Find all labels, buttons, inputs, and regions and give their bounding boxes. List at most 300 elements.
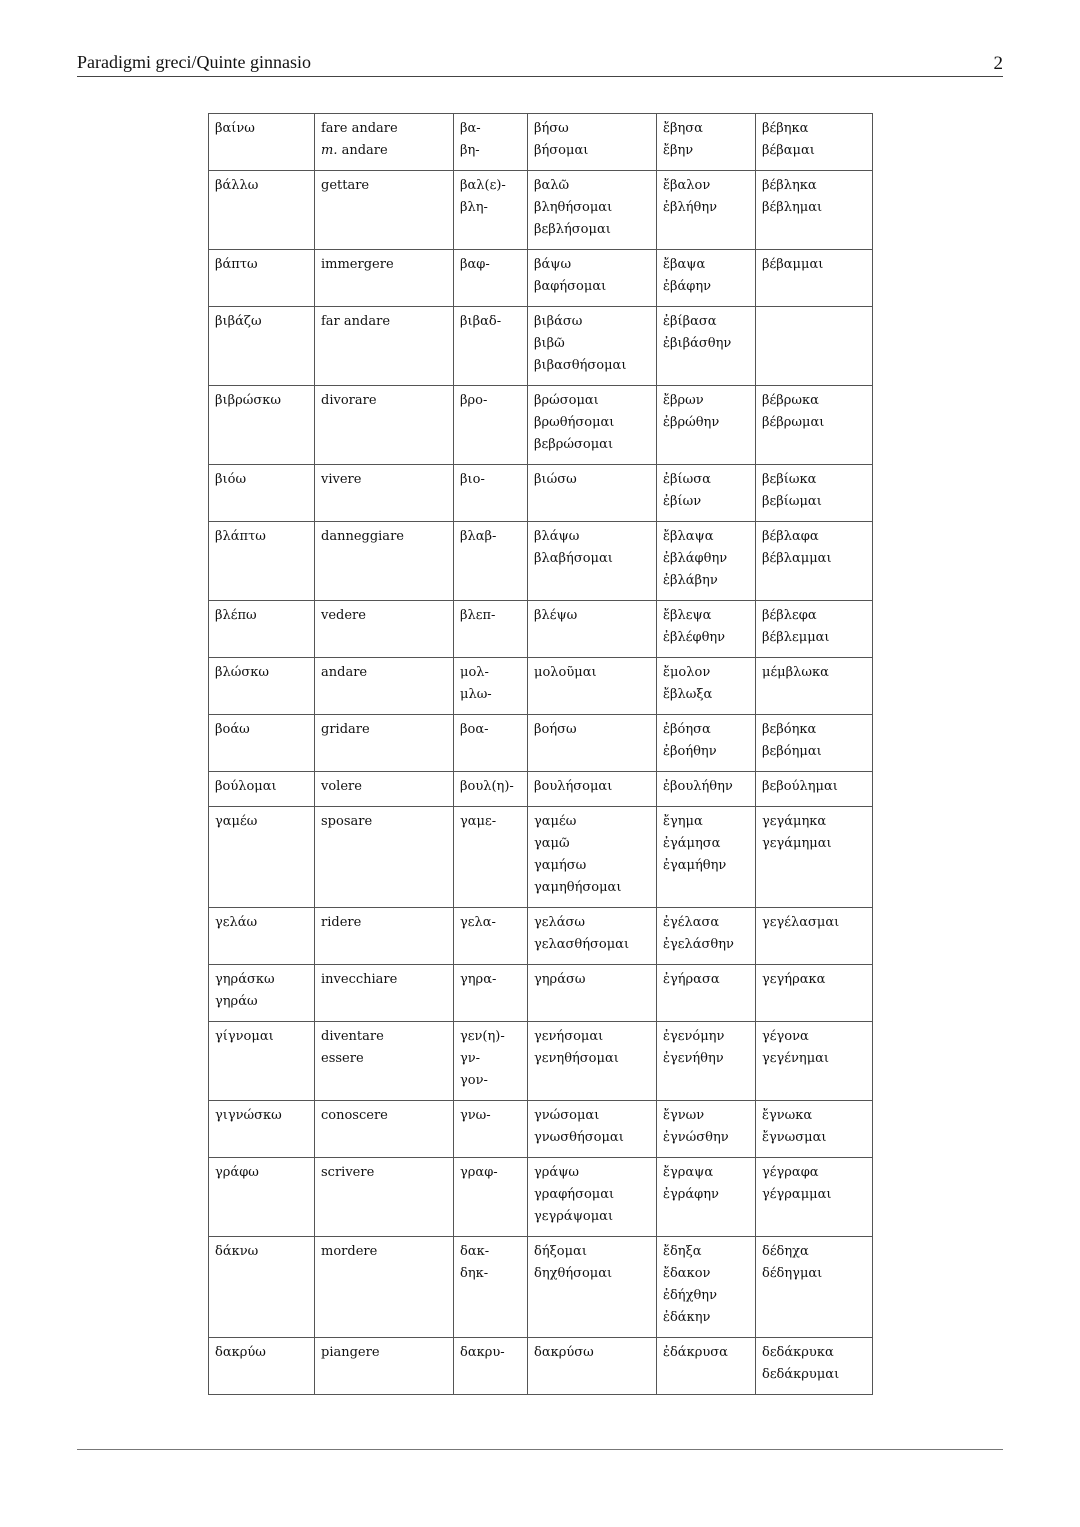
cell-aorist: [657, 522, 756, 601]
cell-root: [454, 1338, 528, 1395]
cell-verb: [209, 171, 315, 250]
future-line: βληθήσομαι: [534, 200, 613, 215]
table-row: [209, 772, 873, 807]
root-line: γεν(η)-: [460, 1029, 505, 1044]
meaning-line: andare: [321, 665, 368, 680]
meaning-line: piangere: [321, 1345, 380, 1360]
root-line: βη-: [460, 143, 480, 158]
verb-line: βιβρώσκω: [215, 393, 281, 408]
cell-perfect: [756, 908, 873, 965]
aorist-line: ἐδήχθην: [663, 1288, 717, 1303]
perfect-line: βεβόημαι: [762, 744, 822, 759]
aorist-line: ἔγνων: [663, 1108, 705, 1123]
perfect-line: βέβληκα: [762, 178, 817, 193]
cell-aorist: [657, 114, 756, 171]
document-title: Paradigmi greci/Quinte ginnasio: [77, 52, 311, 72]
verb-line: βούλομαι: [215, 779, 277, 794]
verb-line: βλάπτω: [215, 529, 266, 544]
table-row: [209, 715, 873, 772]
aorist-line: ἐγελάσθην: [663, 937, 734, 952]
perfect-line: βεβίωκα: [762, 472, 817, 487]
aorist-line: ἔβησα: [663, 121, 703, 136]
aorist-line: ἔμολον: [663, 665, 711, 680]
cell-aorist: [657, 1101, 756, 1158]
meaning-line: volere: [321, 779, 362, 794]
meaning-line: sposare: [321, 814, 373, 829]
meaning-line: vivere: [321, 472, 362, 487]
future-line: βιβάσω: [534, 314, 583, 329]
verb-line: γράφω: [215, 1165, 259, 1180]
aorist-line: ἔβλεψα: [663, 608, 712, 623]
cell-aorist: [657, 1022, 756, 1101]
cell-perfect: [756, 250, 873, 307]
root-line: γνω-: [460, 1108, 491, 1123]
meaning-line: divorare: [321, 393, 377, 408]
cell-verb: [209, 1338, 315, 1395]
verb-line: γηράσκω: [215, 972, 275, 987]
table-row: [209, 465, 873, 522]
aorist-line: ἐβλάφθην: [663, 551, 728, 566]
future-line: γνωσθήσομαι: [534, 1130, 624, 1145]
paradigm-table-body: [209, 114, 873, 1395]
perfect-line: δεδάκρυκα: [762, 1345, 834, 1360]
aorist-line: ἐγενήθην: [663, 1051, 724, 1066]
future-line: γαμῶ: [534, 836, 570, 851]
future-line: γενηθήσομαι: [534, 1051, 619, 1066]
future-line: μολοῦμαι: [534, 665, 597, 680]
perfect-line: δέδηγμαι: [762, 1266, 823, 1281]
verb-line: γίγνομαι: [215, 1029, 274, 1044]
cell-aorist: [657, 386, 756, 465]
cell-meaning: [315, 715, 454, 772]
root-line: μολ-: [460, 665, 489, 680]
meaning-line: ridere: [321, 915, 362, 930]
aorist-line: ἐβιβάσθην: [663, 336, 732, 351]
perfect-line: βεβόηκα: [762, 722, 817, 737]
cell-meaning: [315, 250, 454, 307]
meaning-line: diventare: [321, 1029, 384, 1044]
cell-aorist: [657, 1158, 756, 1237]
cell-verb: [209, 465, 315, 522]
cell-root: [454, 807, 528, 908]
aorist-line: ἐβλήθην: [663, 200, 718, 215]
perfect-line: γεγάμηκα: [762, 814, 827, 829]
future-line: βάψω: [534, 257, 572, 272]
aorist-line: ἔδηξα: [663, 1244, 702, 1259]
cell-meaning: [315, 965, 454, 1022]
perfect-line: ἔγνωσμαι: [762, 1130, 827, 1145]
cell-perfect: [756, 658, 873, 715]
cell-perfect: [756, 1022, 873, 1101]
perfect-line: ἔγνωκα: [762, 1108, 813, 1123]
cell-future: [528, 1101, 657, 1158]
root-line: βλαβ-: [460, 529, 497, 544]
root-line: βαφ-: [460, 257, 490, 272]
aorist-line: ἔδακον: [663, 1266, 711, 1281]
future-line: βουλήσομαι: [534, 779, 613, 794]
cell-meaning: [315, 1338, 454, 1395]
aorist-line: ἐδάκρυσα: [663, 1345, 728, 1360]
verb-line: γελάω: [215, 915, 258, 930]
cell-verb: [209, 250, 315, 307]
perfect-line: βέβρωμαι: [762, 415, 825, 430]
cell-aorist: [657, 307, 756, 386]
cell-root: [454, 522, 528, 601]
meaning-line: fare andare: [321, 121, 398, 136]
cell-future: [528, 908, 657, 965]
verb-line: γαμέω: [215, 814, 258, 829]
verb-line: δακρύω: [215, 1345, 266, 1360]
cell-future: [528, 1237, 657, 1338]
cell-aorist: [657, 250, 756, 307]
cell-verb: [209, 386, 315, 465]
root-line: βιβαδ-: [460, 314, 502, 329]
perfect-line: γέγονα: [762, 1029, 809, 1044]
cell-perfect: [756, 965, 873, 1022]
aorist-line: ἔβλωξα: [663, 687, 713, 702]
table-row: [209, 908, 873, 965]
root-line: δακρυ-: [460, 1345, 505, 1360]
table-row: [209, 1101, 873, 1158]
cell-verb: [209, 965, 315, 1022]
perfect-line: δεδάκρυμαι: [762, 1367, 840, 1382]
cell-perfect: [756, 386, 873, 465]
future-line: γραφήσομαι: [534, 1187, 615, 1202]
future-line: βιβασθήσομαι: [534, 358, 627, 373]
cell-meaning: [315, 1101, 454, 1158]
cell-future: [528, 522, 657, 601]
table-row: [209, 1237, 873, 1338]
aorist-line: ἐβοήθην: [663, 744, 717, 759]
aorist-line: ἔβρων: [663, 393, 704, 408]
perfect-line: γέγραμμαι: [762, 1187, 832, 1202]
cell-meaning: [315, 171, 454, 250]
page-number: 2: [993, 53, 1003, 74]
root-line: γν-: [460, 1051, 481, 1066]
cell-root: [454, 114, 528, 171]
cell-root: [454, 171, 528, 250]
future-line: βρώσομαι: [534, 393, 599, 408]
cell-aorist: [657, 807, 756, 908]
table-row: [209, 1022, 873, 1101]
perfect-line: γέγραφα: [762, 1165, 819, 1180]
cell-root: [454, 307, 528, 386]
table-row: [209, 386, 873, 465]
root-line: βοα-: [460, 722, 489, 737]
cell-verb: [209, 1101, 315, 1158]
aorist-line: ἔβαψα: [663, 257, 706, 272]
cell-future: [528, 1338, 657, 1395]
cell-meaning: [315, 908, 454, 965]
perfect-line: βεβούλημαι: [762, 779, 838, 794]
root-line: βιο-: [460, 472, 485, 487]
future-line: βλάψω: [534, 529, 580, 544]
cell-perfect: [756, 1158, 873, 1237]
cell-root: [454, 1022, 528, 1101]
verb-line: βιβάζω: [215, 314, 262, 329]
cell-root: [454, 601, 528, 658]
cell-root: [454, 1237, 528, 1338]
table-row: [209, 658, 873, 715]
table-row: [209, 1338, 873, 1395]
perfect-line: βέβλαμμαι: [762, 551, 832, 566]
paradigm-table: [208, 113, 873, 1395]
cell-aorist: [657, 601, 756, 658]
verb-line: βάλλω: [215, 178, 259, 193]
root-line: βαλ(ε)-: [460, 178, 506, 193]
cell-meaning: [315, 601, 454, 658]
meaning-line: scrivere: [321, 1165, 375, 1180]
cell-future: [528, 1022, 657, 1101]
future-line: γαμέω: [534, 814, 577, 829]
future-line: γαμηθήσομαι: [534, 880, 622, 895]
cell-future: [528, 658, 657, 715]
verb-line: δάκνω: [215, 1244, 259, 1259]
perfect-line: βεβίωμαι: [762, 494, 822, 509]
cell-future: [528, 114, 657, 171]
table-row: [209, 807, 873, 908]
cell-perfect: [756, 465, 873, 522]
aorist-line: ἐβουλήθην: [663, 779, 733, 794]
future-line: δακρύσω: [534, 1345, 594, 1360]
meaning-line: m. andare: [321, 143, 388, 158]
cell-aorist: [657, 465, 756, 522]
cell-verb: [209, 1022, 315, 1101]
perfect-line: βέβρωκα: [762, 393, 819, 408]
cell-aorist: [657, 1338, 756, 1395]
cell-future: [528, 386, 657, 465]
root-line: γηρα-: [460, 972, 497, 987]
cell-verb: [209, 772, 315, 807]
cell-future: [528, 601, 657, 658]
cell-meaning: [315, 1237, 454, 1338]
root-line: γαμε-: [460, 814, 497, 829]
aorist-line: ἐβρώθην: [663, 415, 720, 430]
cell-aorist: [657, 772, 756, 807]
future-line: βιώσω: [534, 472, 577, 487]
cell-aorist: [657, 908, 756, 965]
verb-line: γηράω: [215, 994, 258, 1009]
verb-line: βλέπω: [215, 608, 257, 623]
future-line: βαφήσομαι: [534, 279, 607, 294]
cell-perfect: [756, 772, 873, 807]
table-row: [209, 1158, 873, 1237]
page-header: [77, 52, 1003, 77]
cell-verb: [209, 522, 315, 601]
cell-meaning: [315, 465, 454, 522]
aorist-line: ἐβόησα: [663, 722, 711, 737]
root-line: μλω-: [460, 687, 492, 702]
future-line: βλαβήσομαι: [534, 551, 613, 566]
future-line: βοήσω: [534, 722, 577, 737]
root-line: γραφ-: [460, 1165, 498, 1180]
future-line: γελασθήσομαι: [534, 937, 630, 952]
cell-aorist: [657, 715, 756, 772]
future-line: γενήσομαι: [534, 1029, 604, 1044]
cell-verb: [209, 908, 315, 965]
cell-future: [528, 1158, 657, 1237]
future-line: γελάσω: [534, 915, 585, 930]
future-line: βήσω: [534, 121, 569, 136]
cell-root: [454, 772, 528, 807]
cell-root: [454, 1158, 528, 1237]
aorist-line: ἐδάκην: [663, 1310, 711, 1325]
cell-meaning: [315, 772, 454, 807]
table-row: [209, 171, 873, 250]
verb-line: βιόω: [215, 472, 247, 487]
verb-line: βλώσκω: [215, 665, 269, 680]
cell-aorist: [657, 965, 756, 1022]
cell-root: [454, 465, 528, 522]
cell-meaning: [315, 114, 454, 171]
meaning-line: mordere: [321, 1244, 378, 1259]
aorist-line: ἐβίωσα: [663, 472, 711, 487]
root-line: βρο-: [460, 393, 488, 408]
meaning-line: danneggiare: [321, 529, 404, 544]
verb-line: βοάω: [215, 722, 250, 737]
future-line: γαμήσω: [534, 858, 587, 873]
cell-meaning: [315, 1022, 454, 1101]
aorist-line: ἐβλάβην: [663, 573, 718, 588]
future-line: βεβρώσομαι: [534, 437, 614, 452]
cell-root: [454, 250, 528, 307]
cell-meaning: [315, 307, 454, 386]
cell-verb: [209, 715, 315, 772]
cell-perfect: [756, 307, 873, 386]
root-line: δηκ-: [460, 1266, 489, 1281]
verb-line: γιγνώσκω: [215, 1108, 282, 1123]
aorist-line: ἐγράφην: [663, 1187, 719, 1202]
perfect-line: γεγέλασμαι: [762, 915, 840, 930]
cell-aorist: [657, 171, 756, 250]
cell-verb: [209, 1158, 315, 1237]
perfect-line: βέβλεμμαι: [762, 630, 830, 645]
cell-meaning: [315, 807, 454, 908]
perfect-line: γεγάμημαι: [762, 836, 832, 851]
cell-perfect: [756, 522, 873, 601]
meaning-line: invecchiare: [321, 972, 398, 987]
meaning-line: gridare: [321, 722, 370, 737]
root-line: γον-: [460, 1073, 488, 1088]
meaning-line: far andare: [321, 314, 391, 329]
cell-perfect: [756, 807, 873, 908]
footer-rule: [77, 1449, 1003, 1450]
cell-root: [454, 386, 528, 465]
table-row: [209, 522, 873, 601]
cell-root: [454, 715, 528, 772]
future-line: βαλῶ: [534, 178, 570, 193]
cell-root: [454, 1101, 528, 1158]
future-line: βλέψω: [534, 608, 578, 623]
cell-root: [454, 965, 528, 1022]
future-line: δήξομαι: [534, 1244, 587, 1259]
perfect-line: γεγήρακα: [762, 972, 826, 987]
cell-perfect: [756, 171, 873, 250]
cell-verb: [209, 601, 315, 658]
table-row: [209, 601, 873, 658]
aorist-line: ἐγαμήθην: [663, 858, 727, 873]
cell-root: [454, 658, 528, 715]
aorist-line: ἔβην: [663, 143, 694, 158]
meaning-line: gettare: [321, 178, 370, 193]
cell-future: [528, 772, 657, 807]
cell-verb: [209, 114, 315, 171]
perfect-line: μέμβλωκα: [762, 665, 829, 680]
cell-meaning: [315, 386, 454, 465]
cell-verb: [209, 658, 315, 715]
table-row: [209, 307, 873, 386]
root-line: γελα-: [460, 915, 496, 930]
aorist-line: ἔγημα: [663, 814, 703, 829]
root-line: δακ-: [460, 1244, 490, 1259]
aorist-line: ἐβίων: [663, 494, 702, 509]
cell-perfect: [756, 601, 873, 658]
cell-meaning: [315, 658, 454, 715]
cell-future: [528, 965, 657, 1022]
cell-aorist: [657, 1237, 756, 1338]
aorist-line: ἐβίβασα: [663, 314, 717, 329]
aorist-line: ἐγενόμην: [663, 1029, 725, 1044]
meaning-line: essere: [321, 1051, 364, 1066]
cell-verb: [209, 307, 315, 386]
aorist-line: ἔβλαψα: [663, 529, 714, 544]
cell-meaning: [315, 522, 454, 601]
cell-future: [528, 171, 657, 250]
verb-line: βαίνω: [215, 121, 255, 136]
future-line: δηχθήσομαι: [534, 1266, 613, 1281]
cell-meaning: [315, 1158, 454, 1237]
future-line: γηράσω: [534, 972, 586, 987]
perfect-line: βέβλαφα: [762, 529, 819, 544]
perfect-line: βέβηκα: [762, 121, 809, 136]
cell-future: [528, 250, 657, 307]
aorist-line: ἐγάμησα: [663, 836, 721, 851]
aorist-line: ἐγέλασα: [663, 915, 720, 930]
future-line: βεβλήσομαι: [534, 222, 611, 237]
table-row: [209, 114, 873, 171]
middle-voice-abbrev: m.: [321, 143, 338, 158]
future-line: γεγράψομαι: [534, 1209, 614, 1224]
cell-aorist: [657, 658, 756, 715]
meaning-line: immergere: [321, 257, 394, 272]
aorist-line: ἐγήρασα: [663, 972, 720, 987]
root-line: βλεπ-: [460, 608, 496, 623]
cell-perfect: [756, 1101, 873, 1158]
perfect-line: βέβλημαι: [762, 200, 823, 215]
meaning-line: vedere: [321, 608, 366, 623]
cell-perfect: [756, 1237, 873, 1338]
perfect-line: βέβλεφα: [762, 608, 817, 623]
perfect-line: βέβαμμαι: [762, 257, 824, 272]
cell-future: [528, 465, 657, 522]
root-line: βλη-: [460, 200, 488, 215]
cell-perfect: [756, 1338, 873, 1395]
aorist-line: ἐβλέφθην: [663, 630, 726, 645]
cell-future: [528, 807, 657, 908]
cell-perfect: [756, 715, 873, 772]
aorist-line: ἔγραψα: [663, 1165, 714, 1180]
cell-root: [454, 908, 528, 965]
cell-future: [528, 307, 657, 386]
root-line: βουλ(η)-: [460, 779, 514, 794]
perfect-line: βέβαμαι: [762, 143, 815, 158]
perfect-line: δέδηχα: [762, 1244, 809, 1259]
future-line: βήσομαι: [534, 143, 589, 158]
verb-line: βάπτω: [215, 257, 258, 272]
table-row: [209, 965, 873, 1022]
root-line: βα-: [460, 121, 481, 136]
future-line: βρωθήσομαι: [534, 415, 615, 430]
